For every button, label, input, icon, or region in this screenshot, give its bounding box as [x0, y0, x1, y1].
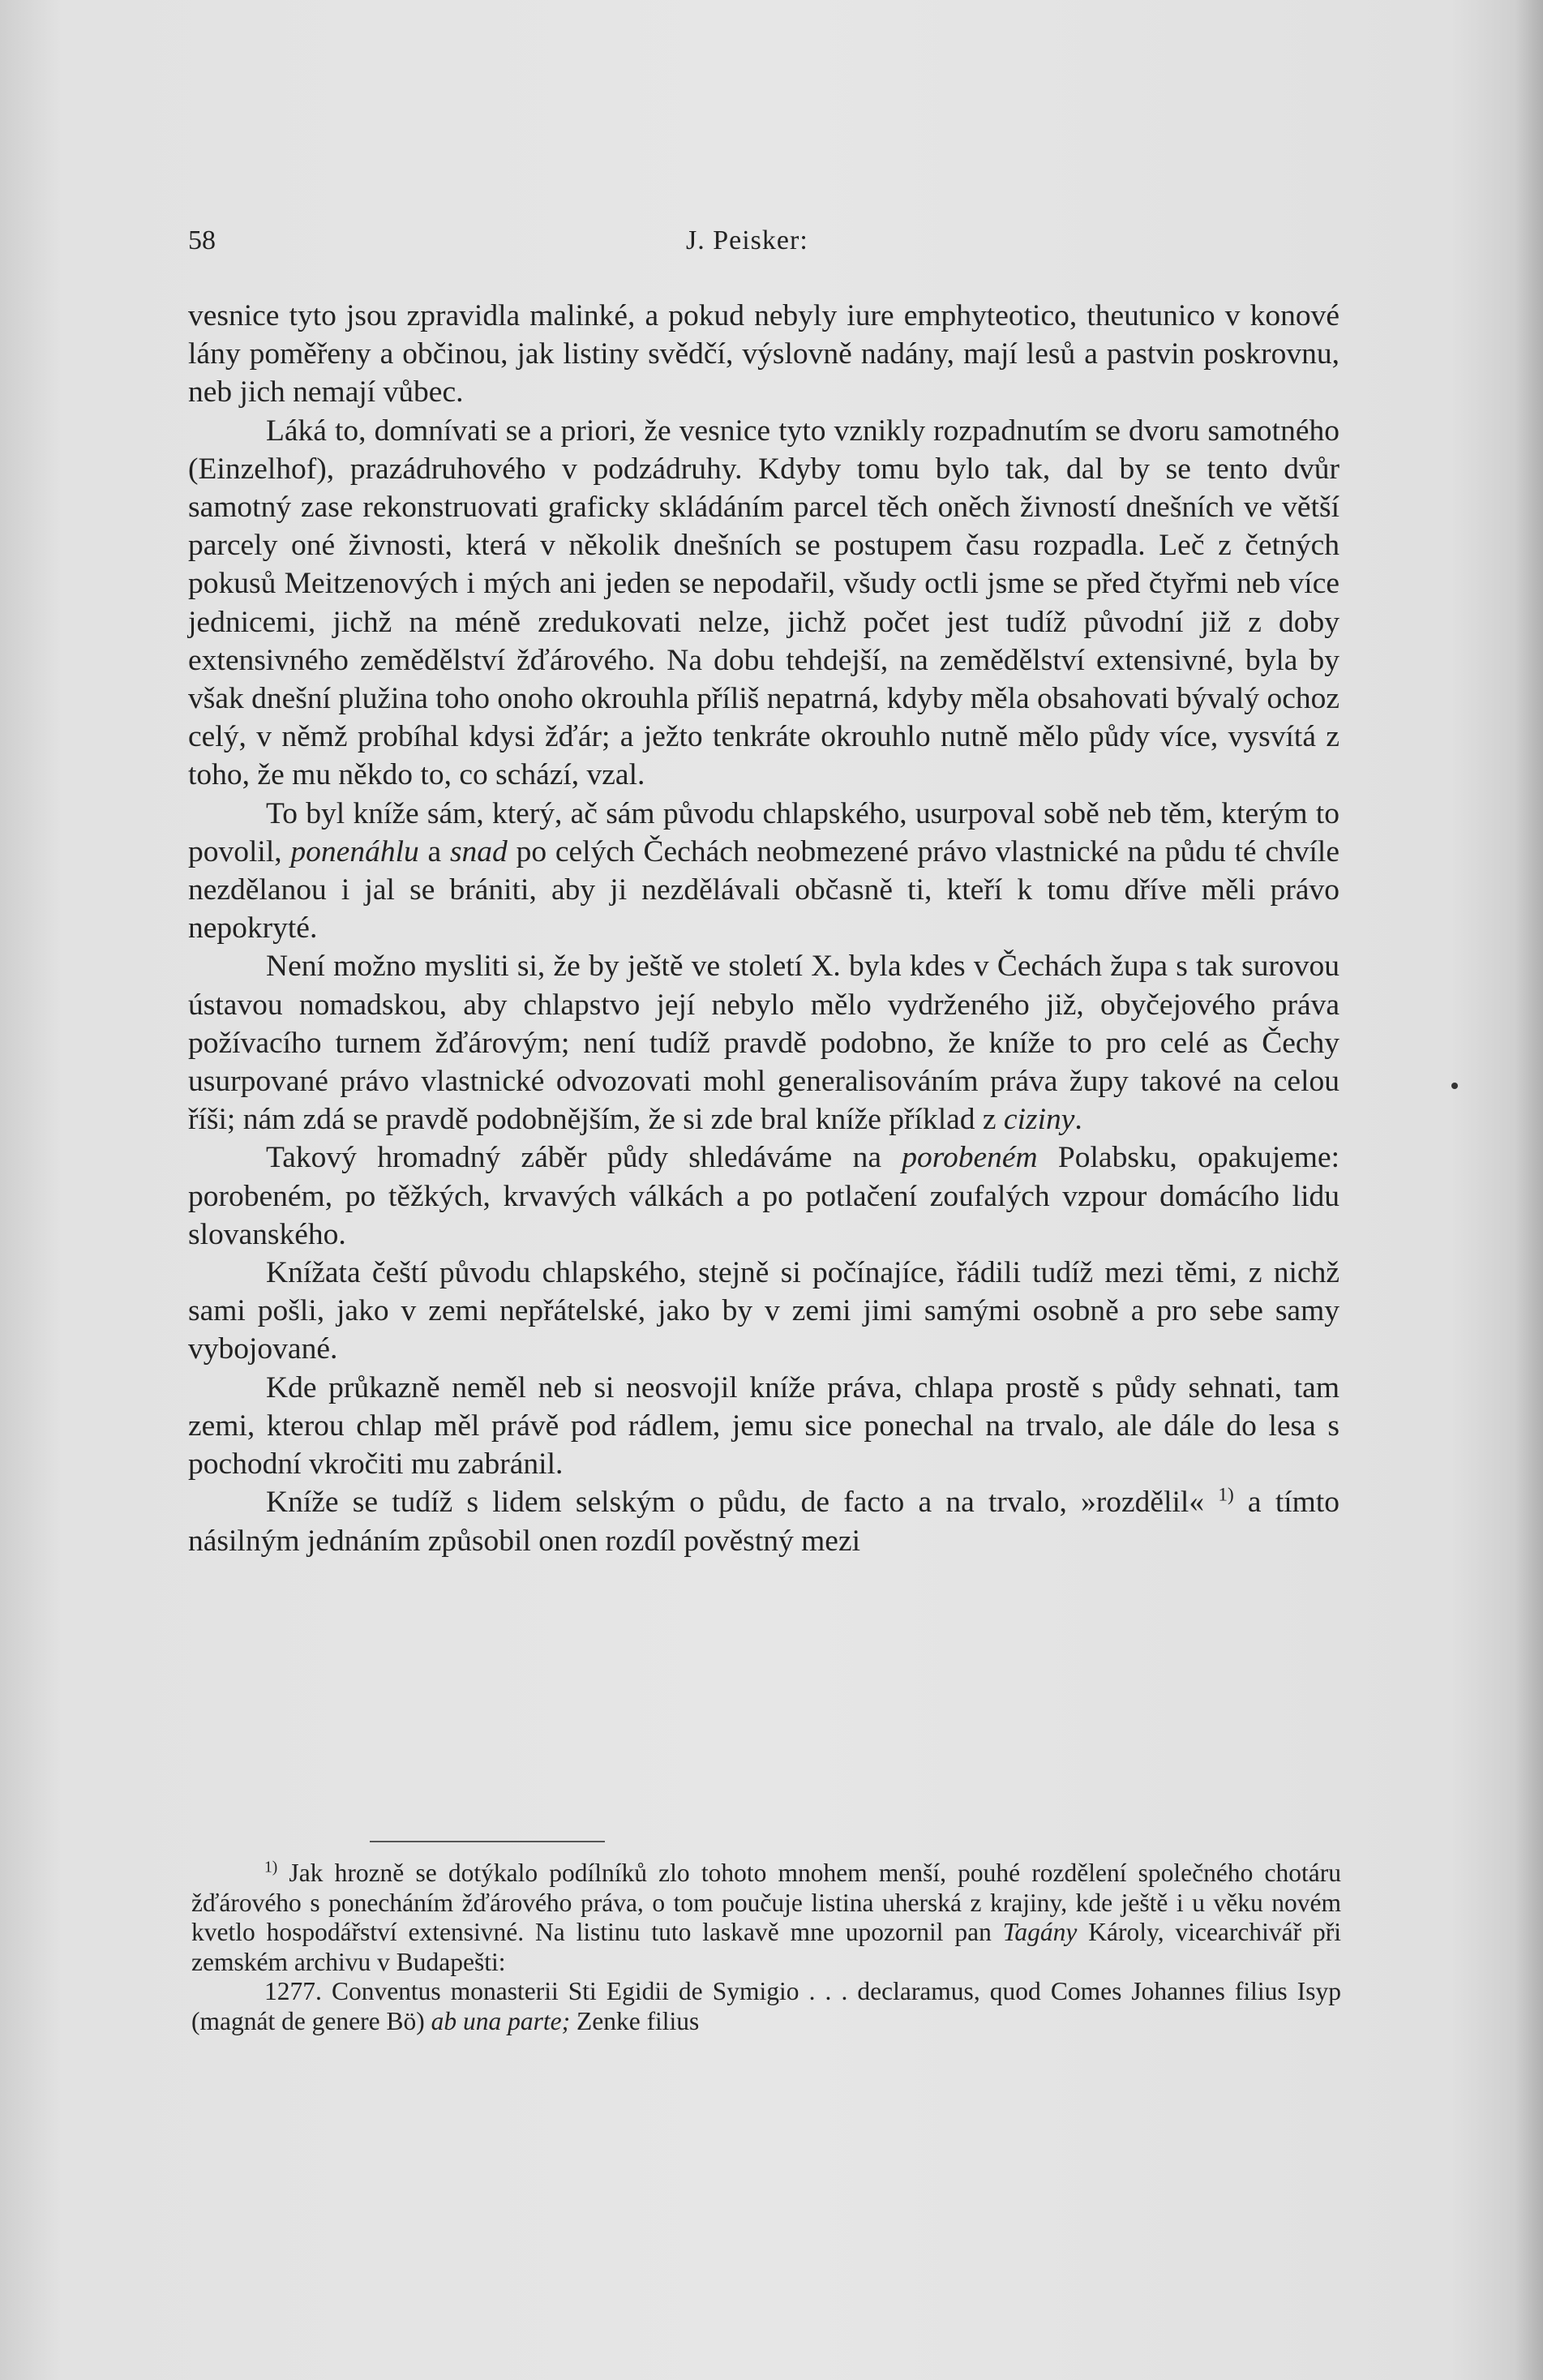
paragraph-5-text-a: Takový hromadný záběr půdy shledáváme na [266, 1141, 902, 1175]
footnote-1-italic-name: Tagány [1002, 1918, 1078, 1947]
page-header [188, 225, 1339, 266]
paragraph-1: vesnice tyto jsou zpravidla malinké, a pokud nebyly iure emphyteotico, theutunico v konové lány poměřeny a občinou, jak listiny svědčí, výslovně nadány, mají lesů a pastvin poskrovnu, neb jich nemají vůbec. [188, 299, 1339, 410]
footnote-1-latin-quote [191, 1977, 1341, 2036]
paragraph-5 [188, 1139, 1339, 1254]
paragraph-3-text-b: a [418, 834, 450, 868]
paragraph-8-text-a: Kníže se tudíž s lidem selským o půdu, de facto a na trvalo, »rozdělil« [266, 1486, 1219, 1520]
paragraph-6: Knížata čeští původu chlapského, stejně si počínajíce, řádili tudíž mezi těmi, z nichž sami pošli, jako v zemi nepřátelské, jako by v zemi jimi samými osobně a pro sebe samy vybojované. [188, 1256, 1339, 1366]
footnotes [191, 1859, 1341, 2037]
paragraph-5-text-b: Polabsku, opakujeme: porobeném, po těžkých, krvavých válkách a po potlačení zoufalých vzpour domácího lidu slovanského. [188, 1141, 1340, 1251]
margin-dot [1451, 1083, 1458, 1089]
footnote-separator [370, 1841, 605, 1842]
page-number: 58 [188, 225, 216, 255]
paragraph-4-text-b: . [1074, 1103, 1082, 1137]
footnote-2-italic: ab una parte; [431, 2006, 571, 2035]
footnote-1-text-b: Károly, vicearchivář při zemském archivu v Budapešti: [191, 1918, 1342, 1976]
paragraph-4-italic-ciziny: ciziny [1003, 1103, 1075, 1137]
paragraph-3-italic-ponenahlu: ponenáhlu [290, 834, 419, 868]
paragraph-3-text-c: po celých Čechách neobmezené právo vlastnické na půdu té chvíle nezdělanou i jal se brániti, aby ji nezdělávali občasně ti, kteří k tomu dříve měli právo nepokryté. [188, 834, 1339, 946]
main-text [188, 297, 1339, 1560]
paragraph-3-text-a: To byl kníže sám, který, ač sám původu chlapského, usurpoval sobě neb těm, kterým to povolil, [188, 796, 1339, 868]
footnote-2-text-b: Zenke filius [570, 2006, 700, 2035]
paragraph-8-text-b: a tímto násilným jednáním způsobil onen rozdíl pověstný mezi [188, 1486, 1339, 1558]
footnote-1-text-a: Jak hrozně se dotýkalo podílníků zlo tohoto mnohem menší, pouhé rozdělení společného chotáru žďárového s ponecháním žďárového práva, o tom poučuje listina uherská z krajiny, kde ještě i u věku novém kvetlo hospodářství extensivné. Na listinu tuto laskavě mne upozornil pan [191, 1859, 1341, 1947]
paragraph-2: Láká to, domnívati se a priori, že vesnice tyto vznikly rozpadnutím se dvoru samotného (Einzelhof), prazádruhového v podzádruhy. Kdyby tomu bylo tak, dal by se tento dvůr samotný zase rekonstruovati graficky skládáním parcel těch oněch živností dnešních ve větší parcely oné živnosti, která v několik dnešních se postupem času rozpadla. Leč z četných pokusů Meitzenových i mých ani jeden se nepodařil, všudy octli jsme se před čtyřmi neb více jednicemi, jichž na méně zredukovati nelze, jichž počet jest tudíž původní již z doby extensivného zemědělství žďárového. Na dobu tehdejší, na zemědělství extensivné, byla by však dnešní plužina toho onoho okrouhla příliš nepatrná, kdyby měla obsahovati bývalý ochoz celý, v němž probíhal kdysi žďár; a ježto tenkráte okrouhlo nutně mělo půdy více, vysvítá z toho, že mu někdo to, co schází, vzal. [188, 414, 1339, 792]
paragraph-4-text-a: Není možno mysliti si, že by ještě ve století X. byla kdes v Čechách župa s tak surovou ústavou nomadskou, aby chlapstvo její nebylo mělo vydrženého již, obyčejového práva požívacího turnem žďárovým; není tudíž pravdě podobno, že kníže to pro celé as Čechy usurpované právo vlastnické odvozovati mohl generalisováním práva župy takové na celou říši; nám zdá se pravdě podobnějším, že si zde bral kníže příklad z [188, 950, 1339, 1137]
page-edge-shadow [1515, 0, 1543, 2380]
paragraph-8 [188, 1483, 1339, 1559]
paragraph-5-italic-porobenem: porobeném [902, 1141, 1038, 1175]
footnote-reference[interactable]: 1) [1218, 1484, 1234, 1506]
paragraph-3 [188, 795, 1339, 948]
paragraph-4 [188, 947, 1339, 1139]
footnote-1-mark: 1) [264, 1859, 278, 1876]
footnote-1 [191, 1859, 1341, 1977]
paragraph-7: Kde průkazně neměl neb si neosvojil kníže práva, chlapa prostě s půdy sehnati, tam zemi, kterou chlap měl právě pod rádlem, jemu sice ponechal na trvalo, ale dále do lesa s pochodní vkročiti mu zabránil. [188, 1370, 1339, 1482]
paragraph-3-italic-snad: snad [449, 834, 508, 868]
running-head: J. Peisker: [686, 225, 808, 255]
footnote-2-text-a: 1277. Conventus monasterii Sti Egidii de Symigio . . . declaramus, quod Comes Johannes filius Isyp (magnát de genere Bö) [191, 1977, 1341, 2035]
